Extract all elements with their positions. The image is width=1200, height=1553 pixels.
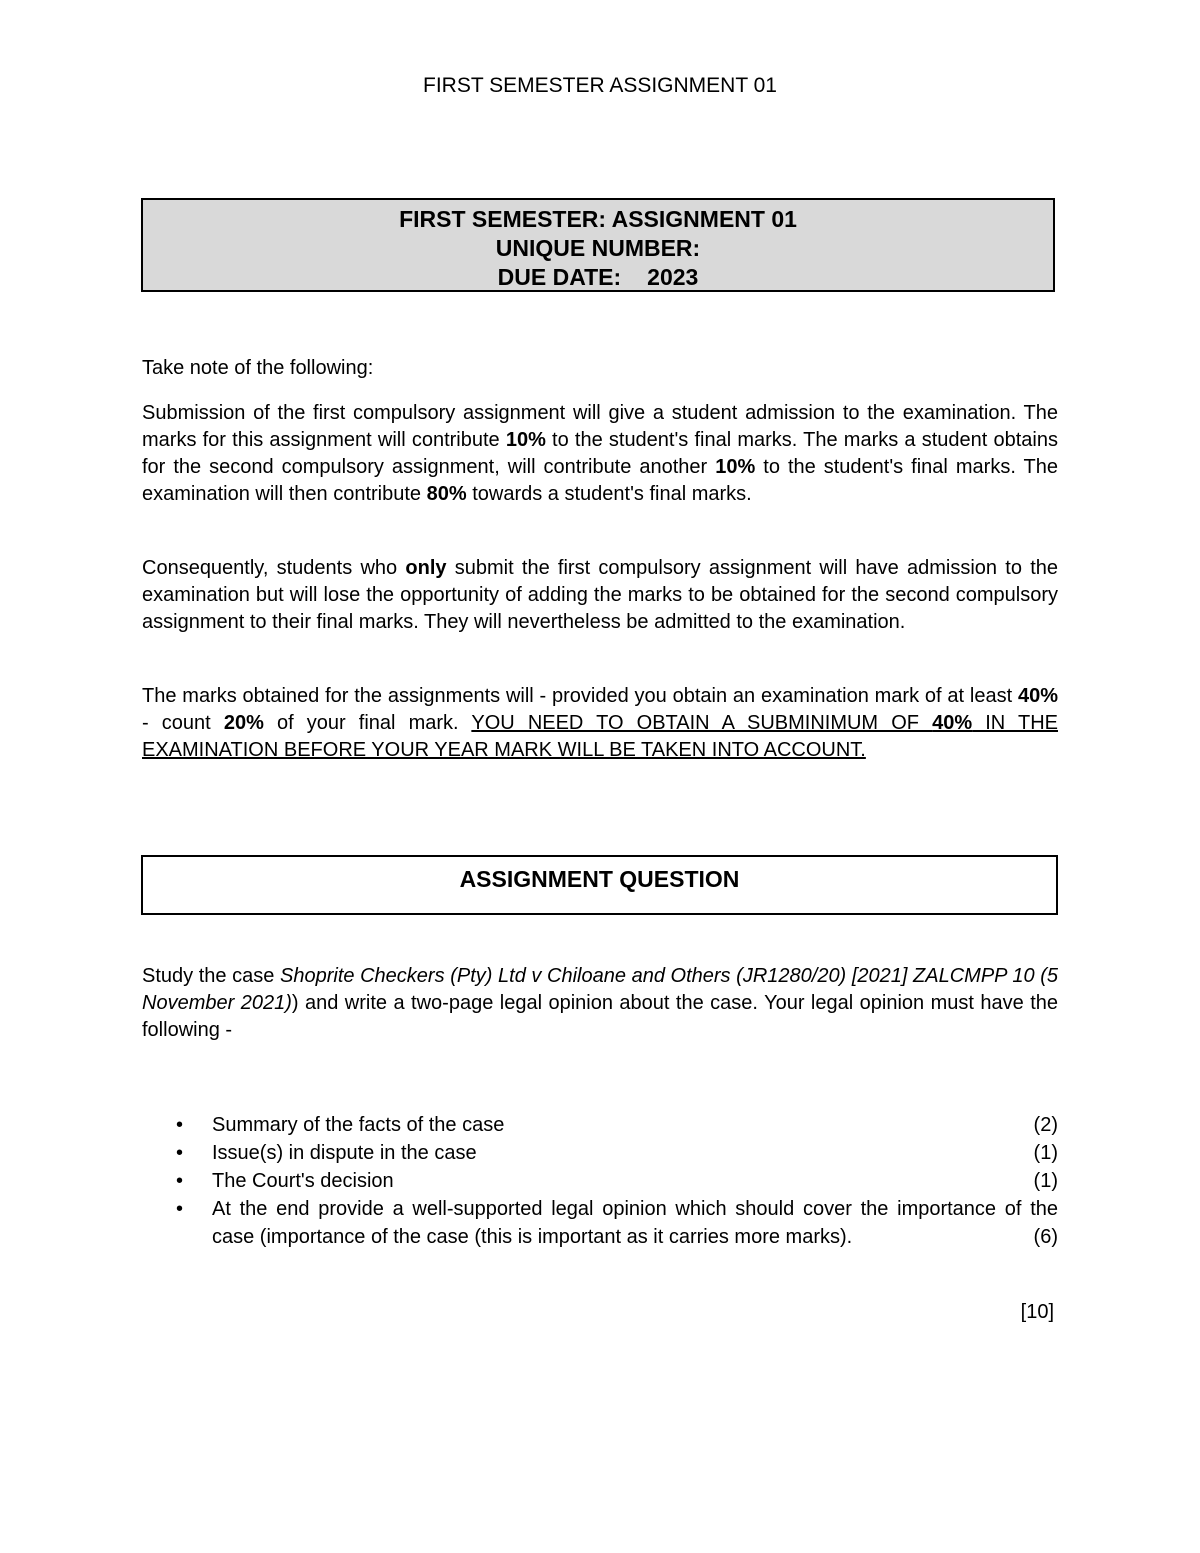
due-date-line [143,263,1053,292]
text-run: of your final mark. [263,712,472,734]
due-date-year: 2023 [647,264,699,290]
total-marks: [10] [1020,1301,1054,1323]
text-run: to the student's final marks. The marks a student obtains for the second compulsory assignment, will contribute another [142,429,1058,478]
bullet-icon: • [176,1170,184,1192]
bullet-icon: • [176,1114,184,1136]
list-item [142,1111,1058,1139]
item-text: The Court's decision [212,1170,394,1192]
item-text: At the end provide a well-supported legal opinion which should cover the importance of the case (importance of the case (this is important as it carries more marks). [212,1198,1058,1248]
text-run: The marks obtained for the assignments will - provided you obtain an examination mark of at least [142,685,1018,707]
item-mark: (6) [1033,1226,1058,1248]
unique-number-label: UNIQUE NUMBER: [495,235,701,261]
underlined-text: YOU NEED TO OBTAIN A SUBMINIMUM OF [471,712,933,734]
list-item [142,1195,1058,1251]
item-mark: (1) [1033,1142,1058,1164]
bullet-icon: • [176,1142,184,1164]
item-text: Issue(s) in dispute in the case [212,1142,477,1164]
bold-percent: 10% [505,429,546,451]
paragraph-marks-contribution [142,400,1058,508]
page-header: FIRST SEMESTER ASSIGNMENT 01 [423,74,777,97]
bold-percent: 40% [1017,685,1058,707]
list-item [142,1139,1058,1167]
text-run: Study the case [142,965,281,987]
assignment-question-title: ASSIGNMENT QUESTION [459,866,740,892]
bold-word: only [405,557,447,579]
requirements-list [142,1111,1058,1251]
item-mark: (1) [1033,1170,1058,1192]
text-run: towards a student's final marks. [466,483,752,505]
assignment-question-box [141,855,1058,915]
text-run: Consequently, students who [142,557,406,579]
paragraph-subminimum [142,683,1058,764]
item-mark: (2) [1033,1114,1058,1136]
text-run: - count [142,712,224,734]
note-intro: Take note of the following: [142,357,374,379]
study-instruction [142,963,1058,1044]
bold-percent: 20% [223,712,264,734]
text-run: to the student's final marks. The examination will then contribute [142,456,1058,505]
case-citation: Shoprite Checkers (Pty) Ltd v Chiloane and Others (JR1280/20) [2021] ZALCMPP 10 (5 November 2021) [142,965,1058,1014]
item-text: Summary of the facts of the case [212,1114,505,1136]
assignment-title-box [141,198,1055,292]
bold-percent: 10% [715,456,756,478]
underlined-text: IN THE EXAMINATION BEFORE YOUR YEAR MARK WILL BE TAKEN INTO ACCOUNT. [142,712,1059,761]
underlined-bold-percent: 40% [932,712,973,734]
text-run: ) and write a two-page legal opinion about the case. Your legal opinion must have the following - [142,992,1058,1041]
paragraph-consequently [142,555,1058,636]
assignment-title: FIRST SEMESTER: ASSIGNMENT 01 [399,206,797,232]
text-run: submit the first compulsory assignment will have admission to the examination but will lose the opportunity of adding the marks to be obtained for the second compulsory assignment to their final marks. They will nevertheless be admitted to the examination. [142,557,1059,633]
list-item [142,1167,1058,1195]
bold-percent: 80% [426,483,467,505]
due-date-label: DUE DATE: [497,264,622,290]
text-run: Submission of the first compulsory assignment will give a student admission to the examination. The marks for this assignment will contribute [142,402,1058,451]
bullet-icon: • [176,1198,184,1220]
